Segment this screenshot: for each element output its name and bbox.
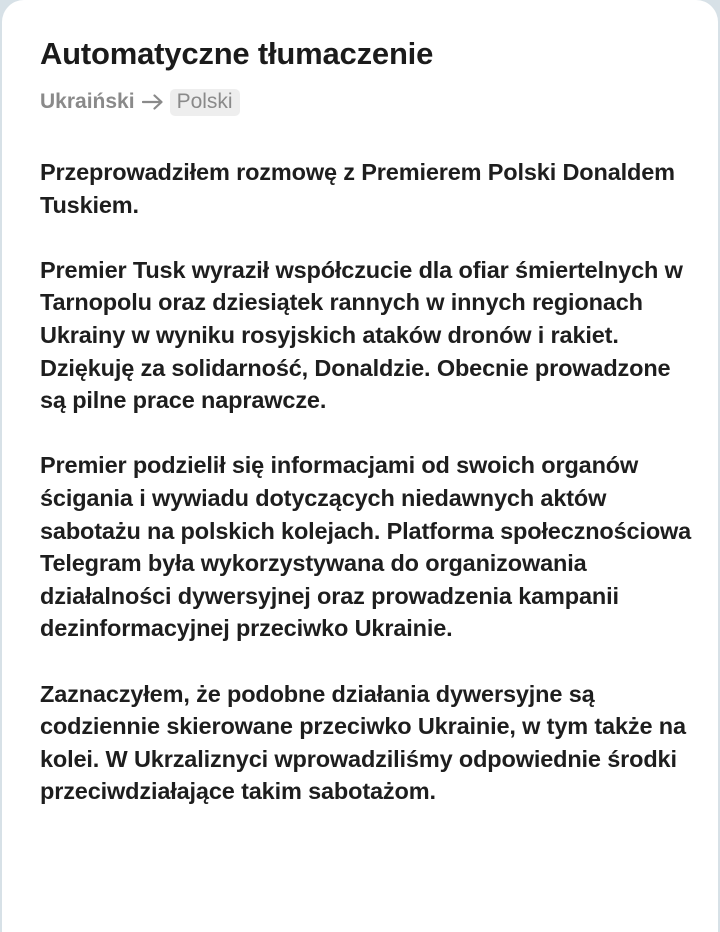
target-language-chip[interactable]: Polski [170,89,240,116]
translated-paragraph: Premier Tusk wyraził współczucie dla ofiar śmiertelnych w Tarnopolu oraz dziesiątek rannych w innych regionach Ukrainy w wyniku rosyjskich ataków dronów i rakiet. Dziękuję za solidarność, Donaldzie. Obecnie prowadzone są pilne prace naprawcze. [40,256,683,414]
translated-paragraph: Zaznaczyłem, że podobne działania dywersyjne są codziennie skierowane przeciwko Ukrainie, w tym także na kolei. W Ukrzaliznyci wprowadziliśmy odpowiednie środki przeciwdziałające takim sabotażom. [40,680,686,805]
translated-text [40,156,700,840]
translated-paragraph: Przeprowadziłem rozmowę z Premierem Polski Donaldem Tuskiem. [40,159,675,218]
sheet-title: Automatyczne tłumaczenie [40,36,434,71]
source-language[interactable]: Ukraiński [40,90,135,113]
translation-sheet [2,0,718,932]
language-pair [40,87,240,117]
translated-paragraph: Premier podzielił się informacjami od swoich organów ścigania i wywiadu dotyczących niedawnych aktów sabotażu na polskich kolejach. Platforma społecznościowa Telegram była wykorzystywana do organizowania działalności dywersyjnej oraz prowadzenia kampanii dezinformacyjnej przeciwko Ukrainie. [40,452,692,642]
arrow-right-icon [142,94,164,110]
